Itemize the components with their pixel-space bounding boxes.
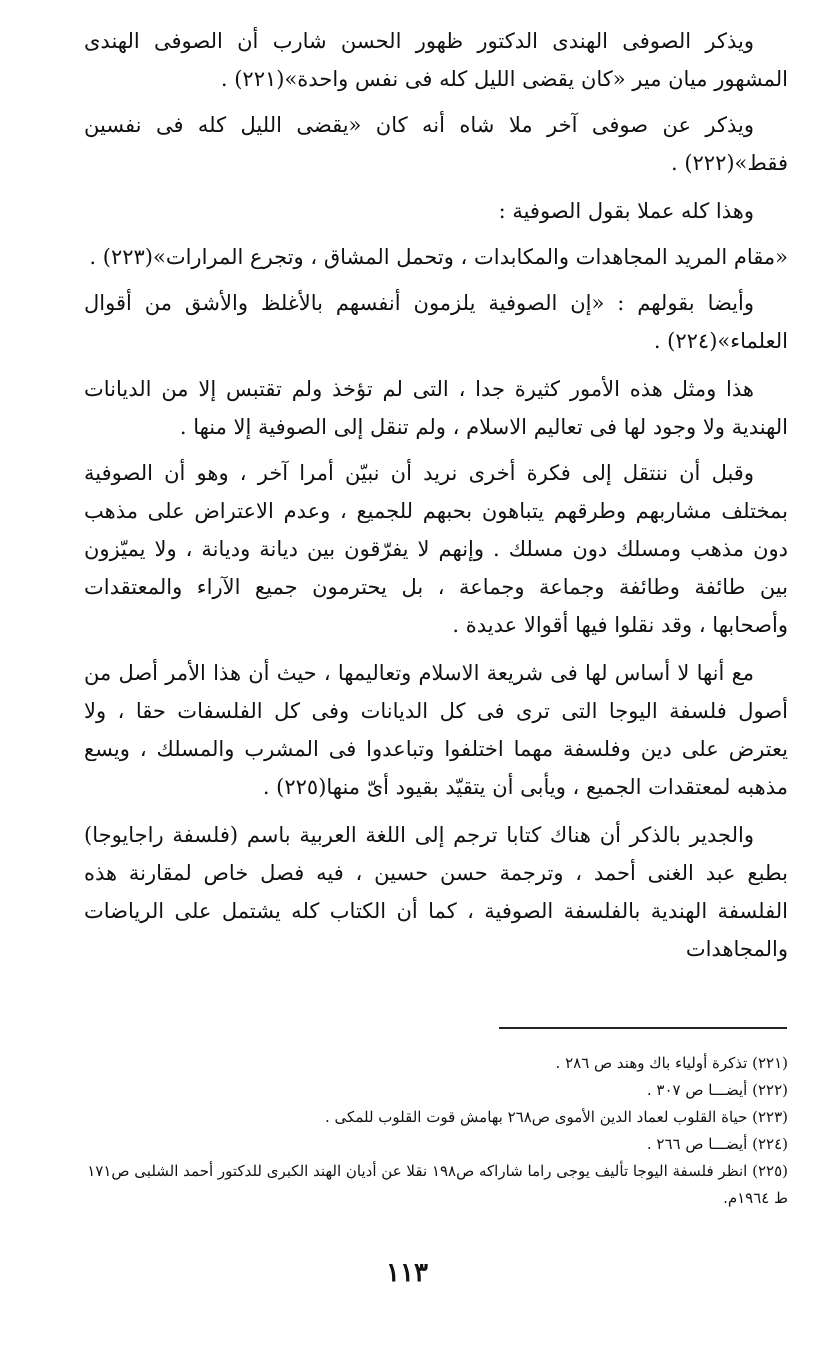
quote-paragraph: «مقام المريد المجاهدات والمكابدات ، وتحمل المشاق ، وتجرع المرارات»(٢٢٣) . — [89, 245, 788, 269]
paragraph: وقبل أن ننتقل إلى فكرة أخرى نريد أن نبيّن أمرا آخر ، وهو أن الصوفية بمختلف مشاربهم وطرقهم يتباهون بحبهم للجميع ، وعدم الاعتراض على مذهب دون مذهب ومسلك دون مسلك . وإنهم لا يفرّقون بين ديانة وديانة ، ولا يميّزون بين طائفة وطائفة وجماعة وجماعة ، بل يحترمون جميع الآراء والمعتقدات وأصحابها ، وقد نقلوا فيها أقوالا عديدة . — [84, 461, 788, 637]
footnote: (٢٢٥) انظر فلسفة اليوجا تأليف يوجى راما شاراكه ص١٩٨ نقلا عن أديان الهند الكبرى للدكتور أحمد الشلبى ص١٧١ ط ١٩٦٤م. — [87, 1162, 788, 1207]
page-number: ١١٣ — [386, 1258, 428, 1288]
footnotes — [70, 1050, 788, 1212]
main-text — [84, 22, 788, 976]
paragraph: مع أنها لا أساس لها فى شريعة الاسلام وتعاليمها ، حيث أن هذا الأمر أصل من أصول فلسفة اليوجا التى ترى فى كل الديانات وفى كل الفلسفات حقا ، ولا يعترض على دين وفلسفة مهما اختلفوا وتباعدوا فى المشرب والمسلك ، ويسع مذهبه لمعتقدات الجميع ، ويأبى أن يتقيّد بقيود أىّ منها(٢٢٥) . — [84, 661, 788, 799]
footnote-divider — [499, 1027, 787, 1029]
paragraph: وهذا كله عملا بقول الصوفية : — [498, 199, 754, 223]
paragraph: والجدير بالذكر أن هناك كتابا ترجم إلى اللغة العربية باسم (فلسفة راجايوجا) بطبع عبد الغنى أحمد ، وترجمة حسن حسين ، فيه فصل خاص لمقارنة هذه الفلسفة الهندية بالفلسفة الصوفية ، كما أن الكتاب كله يشتمل على الرياضات والمجاهدات — [84, 823, 788, 961]
footnote: (٢٢٣) حياة القلوب لعماد الدين الأموى ص٢٦٨ بهامش قوت القلوب للمكى . — [325, 1108, 788, 1126]
footnote: (٢٢٢) أيضـــا ص ٣٠٧ . — [646, 1081, 788, 1099]
footnote: (٢٢٤) أيضـــا ص ٢٦٦ . — [646, 1135, 788, 1153]
paragraph: ويذكر الصوفى الهندى الدكتور ظهور الحسن شارب أن الصوفى الهندى المشهور ميان مير «كان يقضى الليل كله فى نفس واحدة»(٢٢١) . — [84, 29, 788, 91]
footnote: (٢٢١) تذكرة أولياء باك وهند ص ٢٨٦ . — [555, 1054, 788, 1072]
paragraph: وأيضا بقولهم : «إن الصوفية يلزمون أنفسهم بالأغلظ والأشق من أقوال العلماء»(٢٢٤) . — [84, 291, 788, 353]
paragraph: هذا ومثل هذه الأمور كثيرة جدا ، التى لم تؤخذ ولم تقتبس إلا من الديانات الهندية ولا وجود لها فى تعاليم الاسلام ، ولم تنقل إلى الصوفية إلا منها . — [84, 377, 788, 439]
paragraph: ويذكر عن صوفى آخر ملا شاه أنه كان «يقضى الليل كله فى نفسين فقط»(٢٢٢) . — [84, 113, 788, 175]
